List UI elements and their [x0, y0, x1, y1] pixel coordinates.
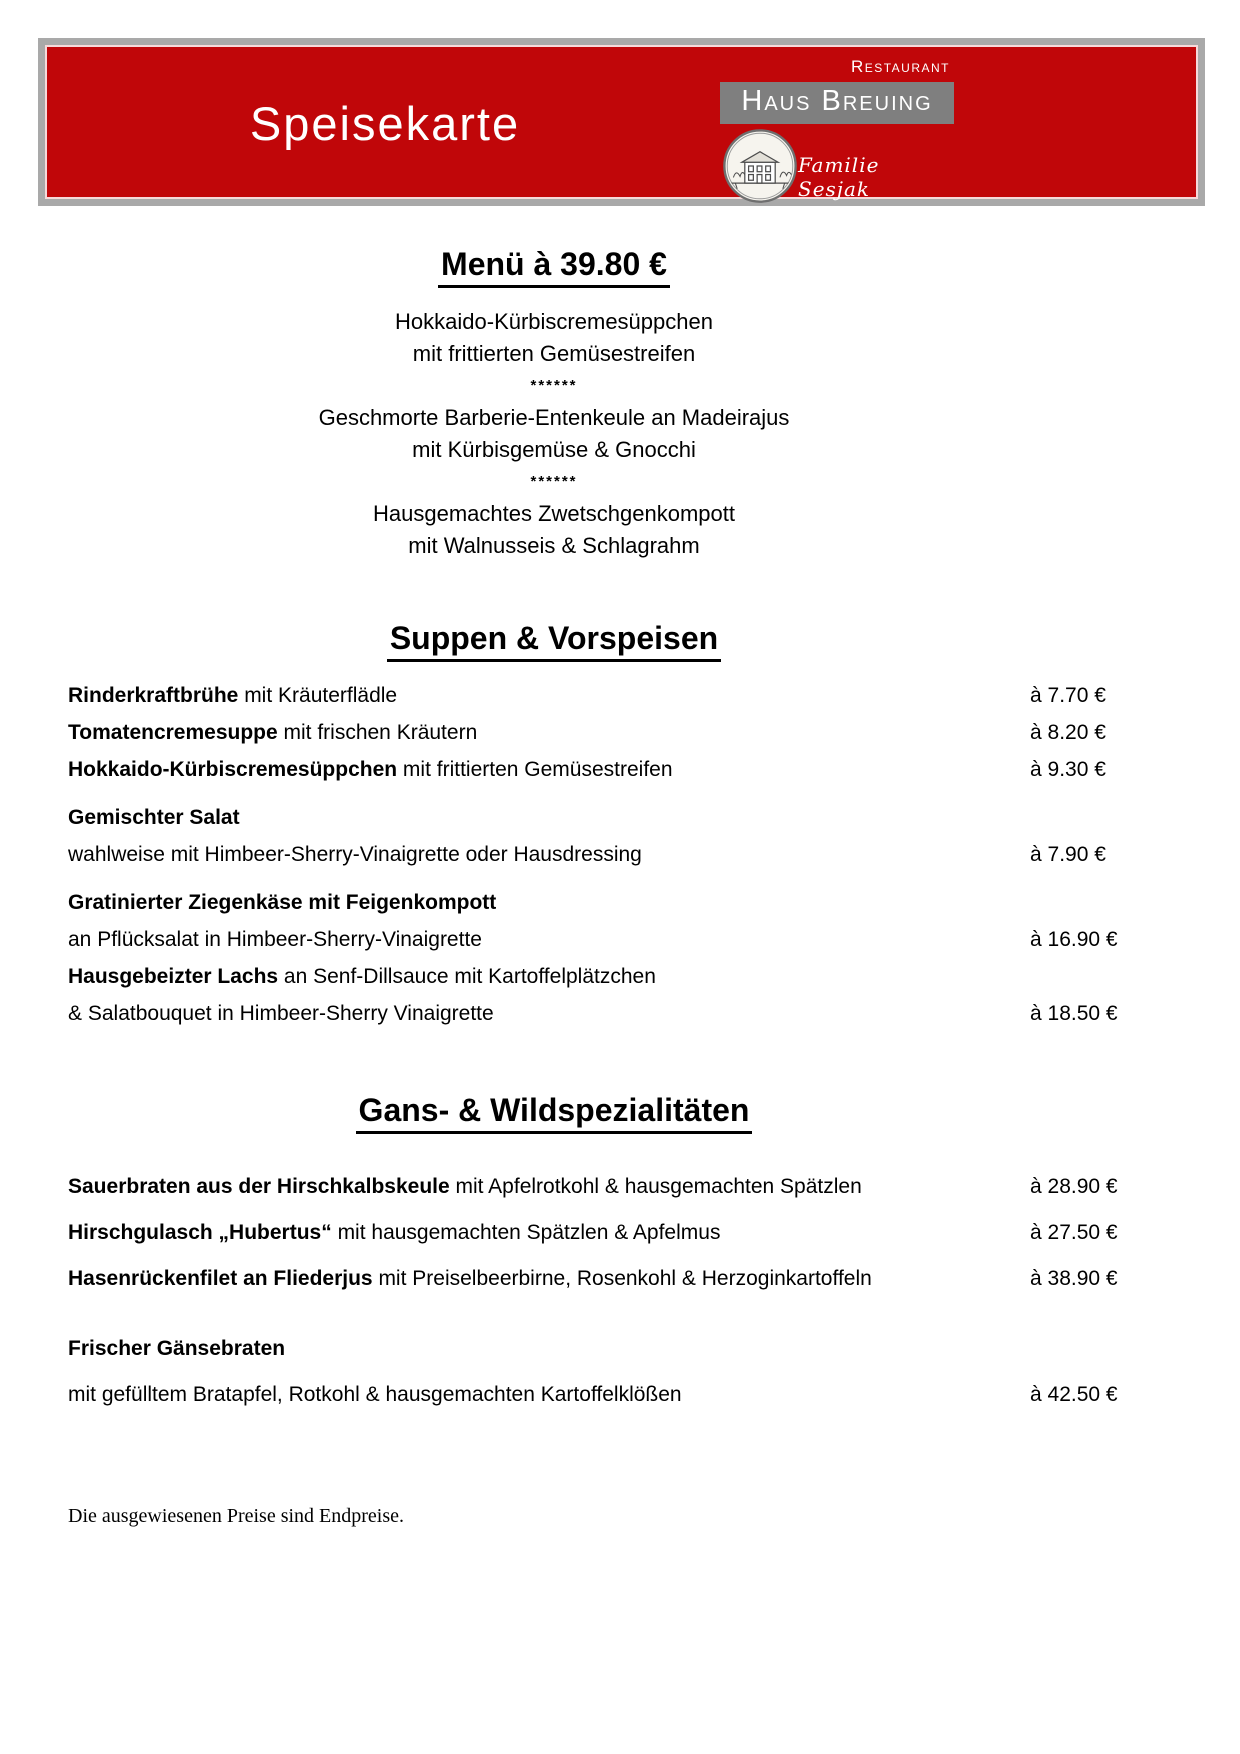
house-etching-logo-icon [722, 128, 798, 204]
dish-text [68, 958, 1030, 995]
dish-text [68, 677, 1030, 714]
menu-course-line: mit frittierten Gemüsestreifen [412, 341, 696, 366]
dish-description: wahlweise mit Himbeer-Sherry-Vinaigrette oder Hausdressing [68, 843, 642, 866]
fixed-menu-title [68, 242, 1040, 286]
goose-game-section [68, 1088, 1142, 1413]
dish-text [68, 751, 1030, 788]
soups-item-list [68, 677, 1142, 1032]
brand-bottom-row [720, 128, 954, 204]
menu-item-row [68, 714, 1142, 751]
dish-text [68, 884, 1030, 921]
menu-item-row [68, 1168, 1142, 1205]
dish-description: mit hausgemachten Spätzlen & Apfelmus [331, 1221, 721, 1244]
family-signature: Familie Sesjak [798, 153, 880, 201]
dish-price: à 28.90 € [1030, 1175, 1118, 1198]
menu-item-row [68, 958, 1142, 995]
dish-price: à 8.20 € [1030, 721, 1106, 744]
menu-item-row [68, 884, 1142, 921]
dish-description: mit Apfelrotkohl & hausgemachten Spätzlen [449, 1175, 862, 1198]
dish-text [68, 995, 1030, 1032]
dish-description: an Senf-Dillsauce mit Kartoffelplätzchen [278, 965, 656, 988]
menu-item-row [68, 1214, 1142, 1251]
soups-section [68, 616, 1142, 1032]
dish-description: mit frischen Kräutern [277, 721, 478, 744]
dish-price: à 9.30 € [1030, 758, 1106, 781]
dish-text [68, 1376, 1030, 1413]
dish-text [68, 1330, 1030, 1367]
dish-description: mit frittierten Gemüsestreifen [397, 758, 673, 781]
menu-course-line: Geschmorte Barberie-Entenkeule an Madeirajus [318, 405, 790, 430]
dish-price: à 16.90 € [1030, 928, 1118, 951]
dish-name: Hirschgulasch „Hubertus“ [68, 1221, 332, 1244]
fixed-menu-section [68, 242, 1040, 562]
dish-name: Hasenrückenfilet an Fliederjus [68, 1267, 373, 1290]
soups-section-title-text: Suppen & Vorspeisen [387, 620, 721, 662]
dish-price: à 7.90 € [1030, 843, 1106, 866]
goose-game-item-list [68, 1168, 1142, 1413]
restaurant-name: Haus Breuing [720, 82, 954, 124]
goose-game-section-title [68, 1088, 1040, 1132]
price-note: Die ausgewiesenen Preise sind Endpreise. [68, 1505, 405, 1527]
dish-text [68, 1214, 1030, 1251]
restaurant-label: Restaurant [850, 57, 950, 76]
dish-price: à 7.70 € [1030, 684, 1106, 707]
dish-price: à 27.50 € [1030, 1221, 1118, 1244]
dish-price: à 42.50 € [1030, 1383, 1118, 1406]
dish-description: mit gefülltem Bratapfel, Rotkohl & hausgemachten Kartoffelklößen [68, 1383, 682, 1406]
dish-description: mit Kräuterflädle [238, 684, 398, 707]
dish-description: & Salatbouquet in Himbeer-Sherry Vinaigrette [68, 1002, 494, 1025]
menu-course-line: mit Kürbisgemüse & Gnocchi [412, 437, 696, 462]
dish-text [68, 921, 1030, 958]
dish-description: mit Preiselbeerbirne, Rosenkohl & Herzoginkartoffeln [372, 1267, 872, 1290]
dish-name: Tomatencremesuppe [68, 721, 278, 744]
menu-item-row [68, 836, 1142, 873]
dish-text [68, 836, 1030, 873]
dish-name: Hokkaido-Kürbiscremesüppchen [68, 758, 398, 781]
menu-item-row [68, 1330, 1142, 1367]
course-separator: ****** [530, 377, 578, 394]
course-separator: ****** [530, 473, 578, 490]
menu-item-row [68, 751, 1142, 788]
dish-text [68, 1260, 1030, 1297]
page-title: Speisekarte [249, 97, 521, 150]
fixed-menu-title-text: Menü à 39.80 € [438, 246, 670, 288]
menu-item-row [68, 921, 1142, 958]
menu-item-row [68, 1260, 1142, 1297]
menu-course-line: Hokkaido-Kürbiscremesüppchen [395, 309, 713, 334]
dish-name: Rinderkraftbrühe [68, 684, 239, 707]
goose-game-section-title-text: Gans- & Wildspezialitäten [356, 1092, 753, 1134]
dish-text [68, 799, 1030, 836]
menu-item-row [68, 799, 1142, 836]
header-banner [38, 38, 1205, 206]
menu-course-line: Hausgemachtes Zwetschgenkompott [373, 501, 735, 526]
dish-name: Gemischter Salat [68, 806, 240, 829]
brand-block [720, 57, 954, 204]
dish-name: Frischer Gänsebraten [68, 1337, 286, 1360]
soups-section-title [68, 616, 1040, 660]
dish-name: Gratinierter Ziegenkäse mit Feigenkompott [68, 891, 497, 914]
menu-item-row [68, 1376, 1142, 1413]
menu-course-line: mit Walnusseis & Schlagrahm [408, 533, 700, 558]
dish-text [68, 714, 1030, 751]
menu-item-row [68, 995, 1142, 1032]
dish-price: à 18.50 € [1030, 1002, 1118, 1025]
menu-content [68, 206, 1142, 1528]
dish-price: à 38.90 € [1030, 1267, 1118, 1290]
menu-item-row [68, 677, 1142, 714]
dish-description: an Pflücksalat in Himbeer-Sherry-Vinaigrette [68, 928, 482, 951]
dish-name: Hausgebeizter Lachs [68, 965, 279, 988]
dish-name: Sauerbraten aus der Hirschkalbskeule [68, 1175, 450, 1198]
dish-text [68, 1168, 1030, 1205]
